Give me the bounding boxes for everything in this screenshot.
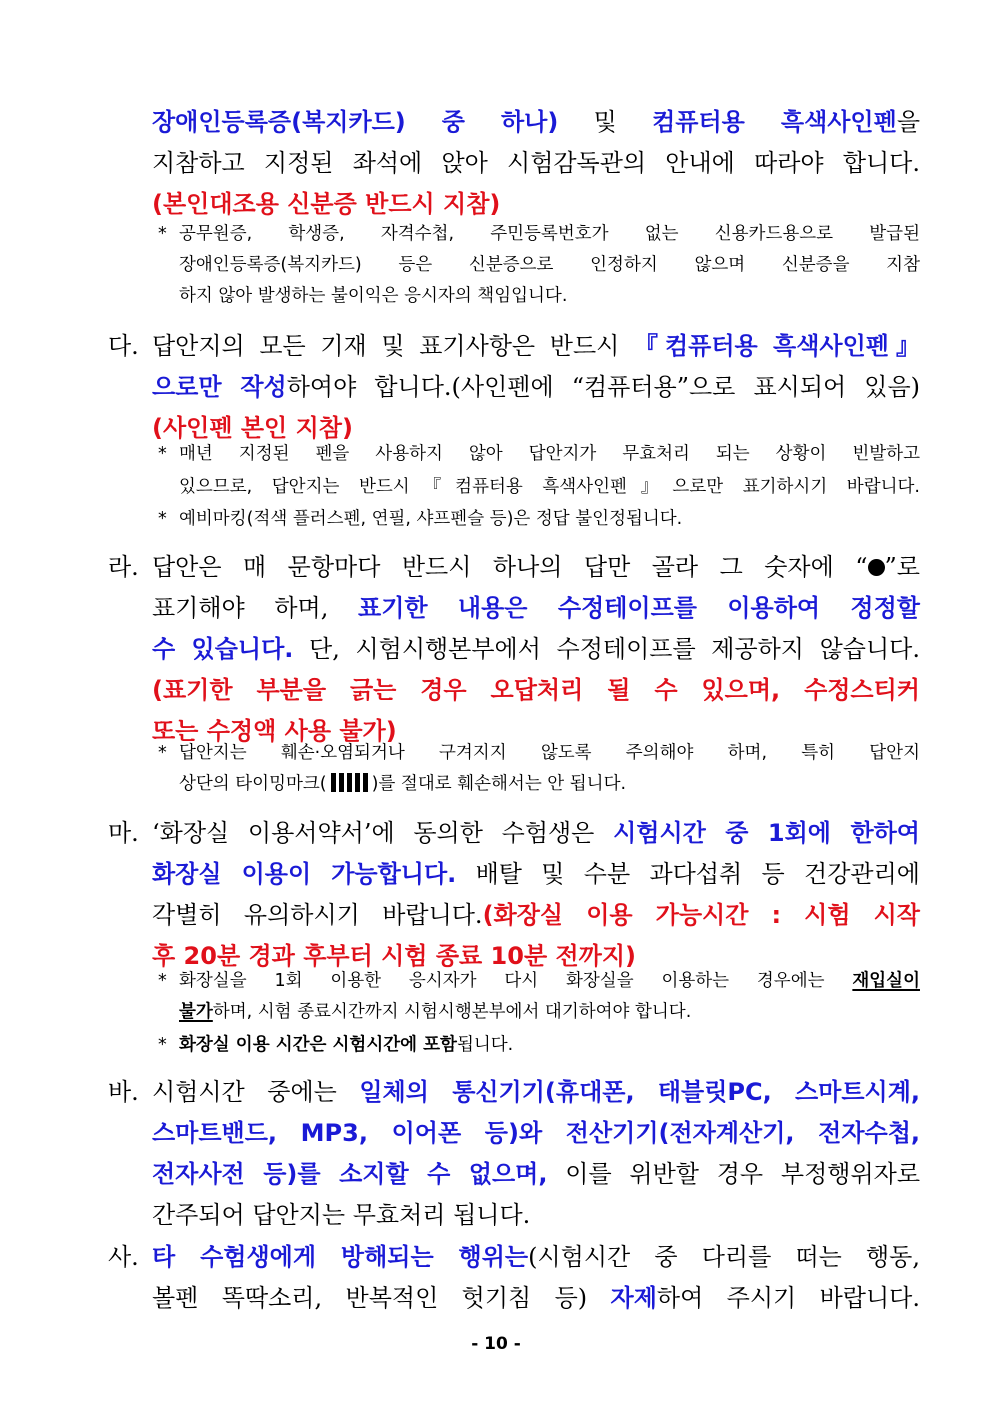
note-text: 있으므로, 답안지는 반드시『컴퓨터용 흑색사인펜』으로만 표기하시기 바랍니다. [179,477,920,497]
page-number: - 10 - [471,1334,521,1354]
text-line: 타 수험생에게 방해되는 행위는(시험시간 중 다리를 떠는 행동, [152,1243,920,1271]
note-text: 화장실을 1회 이용한 응시자가 다시 화장실을 이용하는 경우에는 재입실이 [179,971,920,991]
emphasis-blue: 장애인등록증(복지카드) 중 하나) [152,108,559,136]
note-item [158,1031,513,1059]
emphasis-blue: 전자사전 등)를 소지할 수 없으며, [152,1160,548,1188]
emphasis-red: (본인대조용 신분증 반드시 지참) [152,190,501,218]
note-item [158,220,920,248]
emphasis-blue: 으로만 작성 [152,373,287,401]
text-line: 전자사전 등)를 소지할 수 없으며, 이를 위반할 경우 부정행위자로 [152,1160,920,1188]
emphasis-underlined: 재입실이 [852,971,920,991]
asterisk-bullet-icon: * [158,743,167,763]
note-text: 공무원증, 학생증, 자격수첩, 주민등록번호가 없는 신용카드용으로 발급된 [179,224,920,244]
text-line: ‘화장실 이용서약서’에 동의한 수험생은 시험시간 중 1회에 한하여 [152,819,920,847]
emphasis-blue: 컴퓨터용 흑색사인펜 [652,108,897,136]
emphasis-blue: 수 있습니다. [152,635,294,663]
note-text: 화장실 이용 시간은 시험시간에 포함됩니다. [179,1035,514,1055]
emphasis-bold: 화장실 이용 시간은 시험시간에 포함 [179,1035,457,1055]
text-line [152,1116,920,1150]
section-marker-da: 다. [108,332,139,360]
note-item [158,440,920,468]
emphasis-red: 또는 수정액 사용 불가) [152,717,397,745]
emphasis-underlined: 불가 [179,1002,213,1022]
emphasis-blue: 스마트밴드, MP3, 이어폰 등)와 전산기기(전자계산기, 전자수첩, [152,1119,920,1147]
emphasis-blue: 일체의 통신기기(휴대폰, 태블릿PC, 스마트시계, [359,1078,920,1106]
asterisk-bullet-icon: * [158,224,167,244]
asterisk-bullet-icon: * [158,444,167,464]
emphasis-blue: 화장실 이용이 가능합니다. [152,860,457,888]
text-line: 각별히 유의하시기 바랍니다.(화장실 이용 가능시간 : 시험 시작 [152,901,920,929]
text-line: 지참하고 지정된 좌석에 앉아 시험감독관의 안내에 따라야 합니다. [152,149,920,177]
filled-circle-icon [868,559,885,576]
asterisk-bullet-icon: * [158,509,167,529]
text-line: 표기해야 하며, 표기한 내용은 수정테이프를 이용하여 정정할 [152,594,920,622]
note-item [158,967,920,995]
asterisk-bullet-icon: * [158,1035,167,1055]
emphasis-red: (사인펜 본인 지참) [152,414,353,442]
note-text: 예비마킹(적색 플러스펜, 연필, 샤프펜슬 등)은 정답 불인정됩니다. [179,509,683,529]
note-item [158,505,682,533]
emphasis-red: 후 20분 경과 후부터 시험 종료 10분 전까지) [152,942,637,970]
note-text: 답안지는 훼손·오염되거나 구겨지지 않도록 주의해야 하며, 특히 답안지 [179,743,920,763]
text-line: 간주되어 답안지는 무효처리 됩니다. [152,1201,531,1229]
text-line: 수 있습니다. 단, 시험시행본부에서 수정테이프를 제공하지 않습니다. [152,635,920,663]
emphasis-red: (화장실 이용 가능시간 : 시험 시작 [482,901,920,929]
section-marker-ba: 바. [108,1078,139,1106]
emphasis-blue: 자제 [610,1284,657,1312]
text-line [152,187,500,221]
timing-mark-icon [331,773,368,792]
note-item [158,739,920,767]
text-line: 답안지의 모든 기재 및 표기사항은 반드시 『컴퓨터용 흑색사인펜』 [152,332,920,360]
text-line: 시험시간 중에는 일체의 통신기기(휴대폰, 태블릿PC, 스마트시계, [152,1078,920,1106]
text-line: 장애인등록증(복지카드) 중 하나) 및 컴퓨터용 흑색사인펜을 [152,108,920,136]
note-text: 매년 지정된 펜을 사용하지 않아 답안지가 무효처리 되는 상황이 빈발하고 [179,444,920,464]
section-marker-ra: 라. [108,553,139,581]
text-line: 으로만 작성하여야 합니다.(사인펜에 “컴퓨터용”으로 표시되어 있음) [152,373,920,401]
note-text: 하지 않아 발생하는 불이익은 응시자의 책임입니다. [179,286,568,306]
note-text: 불가하며, 시험 종료시간까지 시험시행본부에서 대기하여야 합니다. [179,1002,692,1022]
emphasis-blue: 타 수험생에게 방해되는 행위는 [152,1243,529,1271]
section-marker-ma: 마. [108,819,139,847]
emphasis-blue: 『컴퓨터용 흑색사인펜』 [633,332,920,360]
text-line [152,673,920,707]
text-line: 답안은 매 문항마다 반드시 하나의 답만 골라 그 숫자에 “ ”로 [152,553,920,581]
emphasis-blue: 시험시간 중 1회에 한하여 [613,819,920,847]
note-text: 상단의 타이밍마크( )를 절대로 훼손해서는 안 됩니다. [179,774,627,794]
emphasis-blue: 표기한 내용은 수정테이프를 이용하여 정정할 [358,594,920,622]
asterisk-bullet-icon: * [158,971,167,991]
section-marker-sa: 사. [108,1243,139,1271]
text-line: 화장실 이용이 가능합니다. 배탈 및 수분 과다섭취 등 건강관리에 [152,860,920,888]
emphasis-red: (표기한 부분을 긁는 경우 오답처리 될 수 있으며, 수정스티커 [152,676,920,704]
text-line: 볼펜 똑딱소리, 반복적인 헛기침 등) 자제하여 주시기 바랍니다. [152,1284,920,1312]
note-text: 장애인등록증(복지카드) 등은 신분증으로 인정하지 않으며 신분증을 지참 [179,255,920,275]
